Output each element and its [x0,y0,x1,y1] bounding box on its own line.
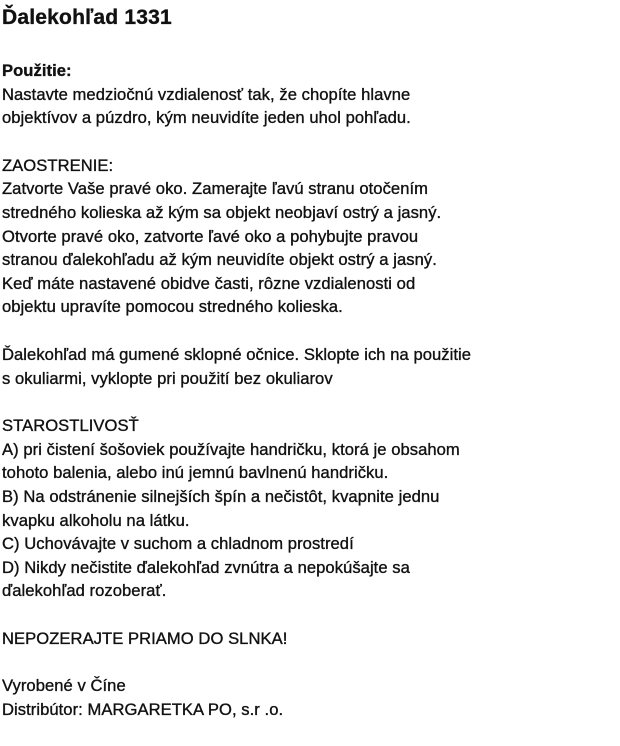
document-title: Ďalekohľad 1331 [2,6,172,29]
care-line: C) Uchovávajte v suchom a chladnom prostredí [2,534,354,554]
sun-warning: NEPOZERAJTE PRIAMO DO SLNKA! [2,628,288,648]
care-heading: STAROSTLIVOSŤ [2,416,139,436]
focus-section [2,154,620,319]
made-in-label: Vyrobené v Číne [2,676,126,696]
focus-line: objektu upravíte pomocou stredného kolieska. [2,297,343,317]
focus-line: Keď máte nastavené obidve časti, rôzne vzdialenosti od [2,273,416,293]
care-line: kvapku alkoholu na látku. [2,510,190,530]
care-line: ďalekohľad rozoberať. [2,581,167,601]
care-section [2,414,620,603]
focus-heading: ZAOSTRENIE: [2,155,114,175]
footer-section [2,674,620,721]
care-line: tohoto balenia, alebo inú jemnú bavlnenú handričku. [2,463,389,483]
usage-line: objektívov a púzdro, kým neuvidíte jeden uhol pohľadu. [2,108,411,128]
usage-line: Nastavte medziočnú vzdialenosť tak, že chopíte hlavne [2,84,411,104]
focus-line: Otvorte pravé oko, zatvorte ľavé oko a pohybujte pravou [2,226,419,246]
eyecups-line: Ďalekohľad má gumené sklopné očnice. Sklopte ich na použitie [2,344,472,364]
warning-section [2,627,620,651]
usage-heading: Použitie: [2,61,72,80]
focus-line: stredného kolieska až kým sa objekt neobjaví ostrý a jasný. [2,202,442,222]
care-line: A) pri čistení šošoviek používajte handričku, ktorá je obsahom [2,439,460,459]
care-line: D) Nikdy nečistite ďalekohľad zvnútra a nepokúšajte sa [2,557,410,577]
usage-section [2,59,620,130]
eyecups-line: s okuliarmi, vyklopte pri použití bez okuliarov [2,368,333,388]
focus-line: Zatvorte Vaše pravé oko. Zamerajte ľavú stranu otočením [2,179,429,199]
eyecups-section [2,343,620,390]
distributor-label: Distribútor: MARGARETKA PO, s.r .o. [2,700,284,720]
focus-line: stranou ďalekohľadu až kým neuvidíte objekt ostrý a jasný. [2,250,437,270]
care-line: B) Na odstránenie silnejších špín a nečistôt, kvapnite jednu [2,486,440,506]
